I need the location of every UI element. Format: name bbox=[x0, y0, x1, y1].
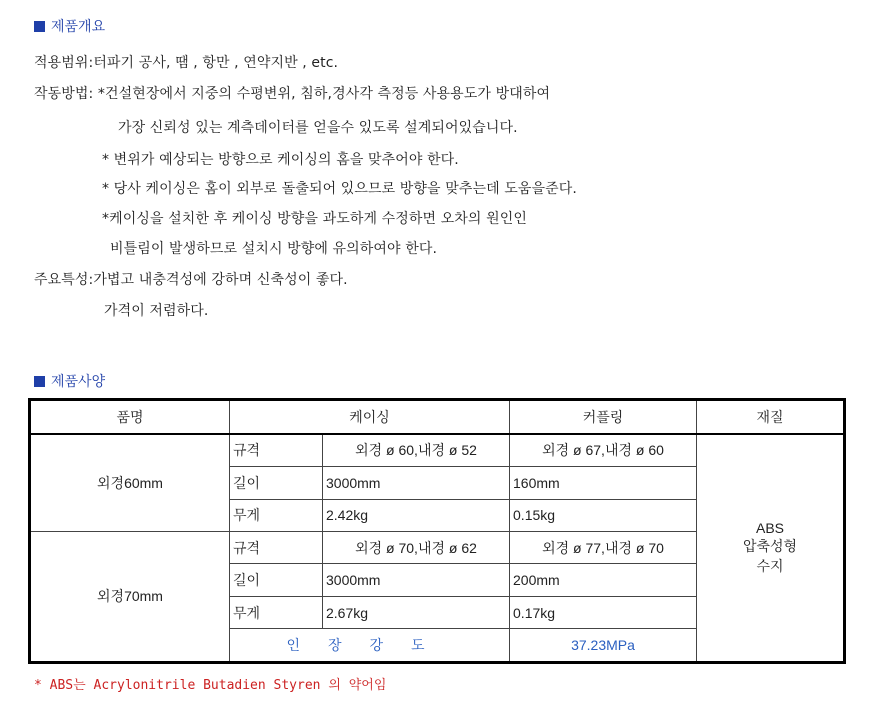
row-label: 규격 bbox=[230, 531, 323, 563]
abs-footnote: * ABS는 Acrylonitrile Butadien Styren 의 약어임 bbox=[34, 678, 387, 693]
row-label: 길이 bbox=[230, 467, 323, 499]
casing-length: 3000mm bbox=[323, 467, 510, 499]
overview-line-note-1: * 변위가 예상되는 방향으로 케이싱의 홈을 맞추어야 한다. bbox=[102, 152, 459, 168]
overview-line-note-3-cont: 비틀림이 발생하므로 설치시 방향에 유의하여야 한다. bbox=[110, 241, 438, 257]
tensile-strength-label: 인장강도 bbox=[230, 629, 510, 663]
material-line: 압축성형 bbox=[742, 537, 798, 554]
coupling-weight: 0.17kg bbox=[510, 596, 697, 628]
header-product-name: 품명 bbox=[30, 400, 230, 434]
casing-spec: 외경 ø 60,내경 ø 52 bbox=[323, 434, 510, 467]
coupling-length: 200mm bbox=[510, 564, 697, 596]
overview-line-note-3: *케이싱을 설치한 후 케이싱 방향을 과도하게 수정하면 오차의 원인인 bbox=[102, 211, 527, 227]
overview-line-method-cont: 가장 신뢰성 있는 계측데이터를 얻을수 있도록 설계되어있습니다. bbox=[118, 120, 518, 136]
spec-table bbox=[28, 398, 846, 664]
material-line: 수지 bbox=[756, 557, 784, 574]
coupling-spec: 외경 ø 77,내경 ø 70 bbox=[510, 531, 697, 563]
overview-line-scope: 적용범위:터파기 공사, 땜 , 항만 , 연약지반 , etc. bbox=[34, 55, 339, 71]
product-70mm: 외경70mm bbox=[30, 531, 230, 662]
casing-weight: 2.42kg bbox=[323, 499, 510, 531]
material-cell bbox=[697, 434, 845, 663]
table-header-row bbox=[30, 400, 845, 434]
table-row bbox=[30, 434, 845, 467]
overview-line-note-2: * 당사 케이싱은 홈이 외부로 돌출되어 있으므로 방향을 맞추는데 도움을준다. bbox=[102, 181, 577, 197]
overview-line-feature-cont: 가격이 저렴하다. bbox=[104, 303, 209, 319]
spec-title: 제품사양 bbox=[51, 374, 106, 390]
coupling-length: 160mm bbox=[510, 467, 697, 499]
row-label: 규격 bbox=[230, 434, 323, 467]
header-casing: 케이싱 bbox=[230, 400, 510, 434]
casing-spec: 외경 ø 70,내경 ø 62 bbox=[323, 531, 510, 563]
overview-section-title bbox=[34, 16, 105, 36]
spec-section-title bbox=[34, 371, 105, 391]
product-60mm: 외경60mm bbox=[30, 434, 230, 532]
row-label: 무게 bbox=[230, 596, 323, 628]
material-line: ABS bbox=[756, 519, 785, 536]
tensile-strength-value: 37.23MPa bbox=[510, 629, 697, 663]
coupling-spec: 외경 ø 67,내경 ø 60 bbox=[510, 434, 697, 467]
casing-weight: 2.67kg bbox=[323, 596, 510, 628]
square-bullet-icon bbox=[34, 21, 45, 32]
square-bullet-icon bbox=[34, 376, 45, 387]
row-label: 길이 bbox=[230, 564, 323, 596]
header-material: 재질 bbox=[697, 400, 845, 434]
overview-title: 제품개요 bbox=[51, 19, 106, 35]
row-label: 무게 bbox=[230, 499, 323, 531]
casing-length: 3000mm bbox=[323, 564, 510, 596]
overview-line-feature: 주요특성:가볍고 내충격성에 강하며 신축성이 좋다. bbox=[34, 272, 348, 288]
overview-line-method: 작동방법: *건설현장에서 지중의 수평변위, 침하,경사각 측정등 사용용도가 방대하여 bbox=[34, 86, 551, 102]
header-coupling: 커플링 bbox=[510, 400, 697, 434]
coupling-weight: 0.15kg bbox=[510, 499, 697, 531]
